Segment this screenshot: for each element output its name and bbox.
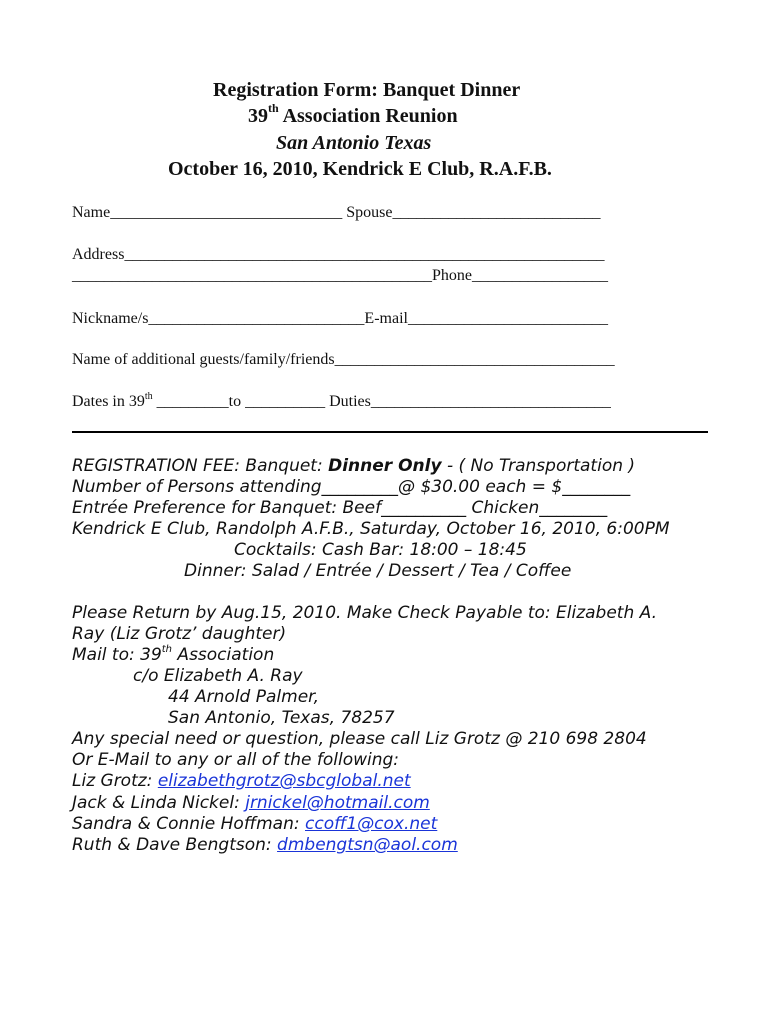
contact-row bbox=[72, 793, 430, 814]
contact-email-link[interactable]: ccoff1@cox.net bbox=[305, 814, 438, 834]
address-phone-row bbox=[72, 266, 608, 286]
dates-from-field[interactable]: _________ bbox=[152, 393, 229, 410]
email-label: E-mail bbox=[364, 310, 408, 327]
return-line-1: Please Return by Aug.15, 2010. Make Check Payable to: Elizabeth A. bbox=[72, 603, 657, 623]
mail-to-prefix: Mail to: 39 bbox=[72, 645, 162, 665]
mail-to-suffix: Association bbox=[172, 645, 275, 665]
contact-email-link[interactable]: dmbengtsn@aol.com bbox=[277, 835, 458, 855]
dates-ordinal: th bbox=[144, 390, 153, 402]
dates-to-field[interactable]: __________ bbox=[241, 393, 326, 410]
fee-line bbox=[72, 456, 635, 477]
to-label: to bbox=[228, 393, 242, 410]
address-row bbox=[72, 245, 604, 265]
contact-row bbox=[72, 771, 411, 792]
spouse-label: Spouse bbox=[342, 204, 393, 221]
cocktails-line: Cocktails: Cash Bar: 18:00 – 18:45 bbox=[234, 540, 527, 560]
phone-field[interactable]: _________________ bbox=[472, 267, 608, 284]
mail-address-1: c/o Elizabeth A. Ray bbox=[133, 666, 303, 686]
fee-label: REGISTRATION FEE: bbox=[72, 456, 241, 476]
dinner-only-text: Dinner Only bbox=[328, 456, 442, 476]
name-spouse-row bbox=[72, 203, 600, 223]
nickname-label: Nickname/s bbox=[72, 310, 149, 327]
persons-line: Number of Persons attending_________@ $30.00 each = $________ bbox=[72, 477, 631, 497]
guests-row bbox=[72, 350, 615, 370]
duties-label: Duties bbox=[325, 393, 371, 410]
question-line: Any special need or question, please call Liz Grotz @ 210 698 2804 bbox=[72, 729, 647, 749]
contact-name: Sandra & Connie Hoffman: bbox=[72, 814, 305, 834]
contact-name: Liz Grotz: bbox=[72, 771, 158, 791]
no-transport-text: - ( No Transportation ) bbox=[441, 456, 636, 476]
contact-row bbox=[72, 814, 437, 835]
nickname-email-row bbox=[72, 309, 608, 329]
guests-label: Name of additional guests/family/friends bbox=[72, 351, 335, 368]
address-label: Address bbox=[72, 246, 125, 263]
return-line-2: Ray (Liz Grotz’ daughter) bbox=[72, 624, 287, 644]
dinner-menu-line: Dinner: Salad / Entrée / Dessert / Tea / Coffee bbox=[184, 561, 572, 581]
spouse-field[interactable]: __________________________ bbox=[392, 204, 601, 221]
dates-duties-row bbox=[72, 392, 611, 412]
section-divider bbox=[72, 431, 708, 433]
form-title: Registration Form: Banquet Dinner bbox=[213, 79, 521, 101]
name-label: Name bbox=[72, 204, 111, 221]
contact-email-link[interactable]: jrnickel@hotmail.com bbox=[245, 793, 430, 813]
entree-line: Entrée Preference for Banquet: Beef__________ Chicken________ bbox=[72, 498, 608, 518]
phone-label: Phone bbox=[432, 267, 472, 284]
reunion-ordinal: th bbox=[268, 101, 279, 116]
email-intro-line: Or E-Mail to any or all of the following: bbox=[72, 750, 400, 770]
venue-line: Kendrick E Club, Randolph A.F.B., Saturday, October 16, 2010, 6:00PM bbox=[72, 519, 670, 539]
address-field-line2[interactable]: _____________________________________________ bbox=[72, 267, 432, 284]
name-field[interactable]: _____________________________ bbox=[110, 204, 343, 221]
reunion-title-text: Association Reunion bbox=[278, 105, 458, 127]
contact-row bbox=[72, 835, 458, 856]
reunion-subtitle bbox=[248, 103, 458, 129]
nickname-field[interactable]: ___________________________ bbox=[148, 310, 365, 327]
dates-label: Dates in 39 bbox=[72, 393, 145, 410]
reunion-number: 39 bbox=[248, 105, 268, 127]
mail-to-line bbox=[72, 645, 274, 666]
mail-address-3: San Antonio, Texas, 78257 bbox=[168, 708, 395, 728]
event-date-title: October 16, 2010, Kendrick E Club, R.A.F.B. bbox=[168, 158, 552, 180]
mail-to-ordinal: th bbox=[161, 644, 173, 656]
guests-field[interactable]: ___________________________________ bbox=[334, 351, 615, 368]
mail-address-2: 44 Arnold Palmer, bbox=[168, 687, 319, 707]
contact-name: Ruth & Dave Bengtson: bbox=[72, 835, 278, 855]
contact-name: Jack & Linda Nickel: bbox=[72, 793, 246, 813]
duties-field[interactable]: ______________________________ bbox=[370, 393, 611, 410]
email-field[interactable]: _________________________ bbox=[407, 310, 608, 327]
address-field[interactable]: ____________________________________________________________ bbox=[124, 246, 605, 263]
contact-email-link[interactable]: elizabethgrotz@sbcglobal.net bbox=[157, 771, 411, 791]
banquet-label: Banquet: bbox=[240, 456, 329, 476]
location-title: San Antonio Texas bbox=[276, 132, 432, 154]
